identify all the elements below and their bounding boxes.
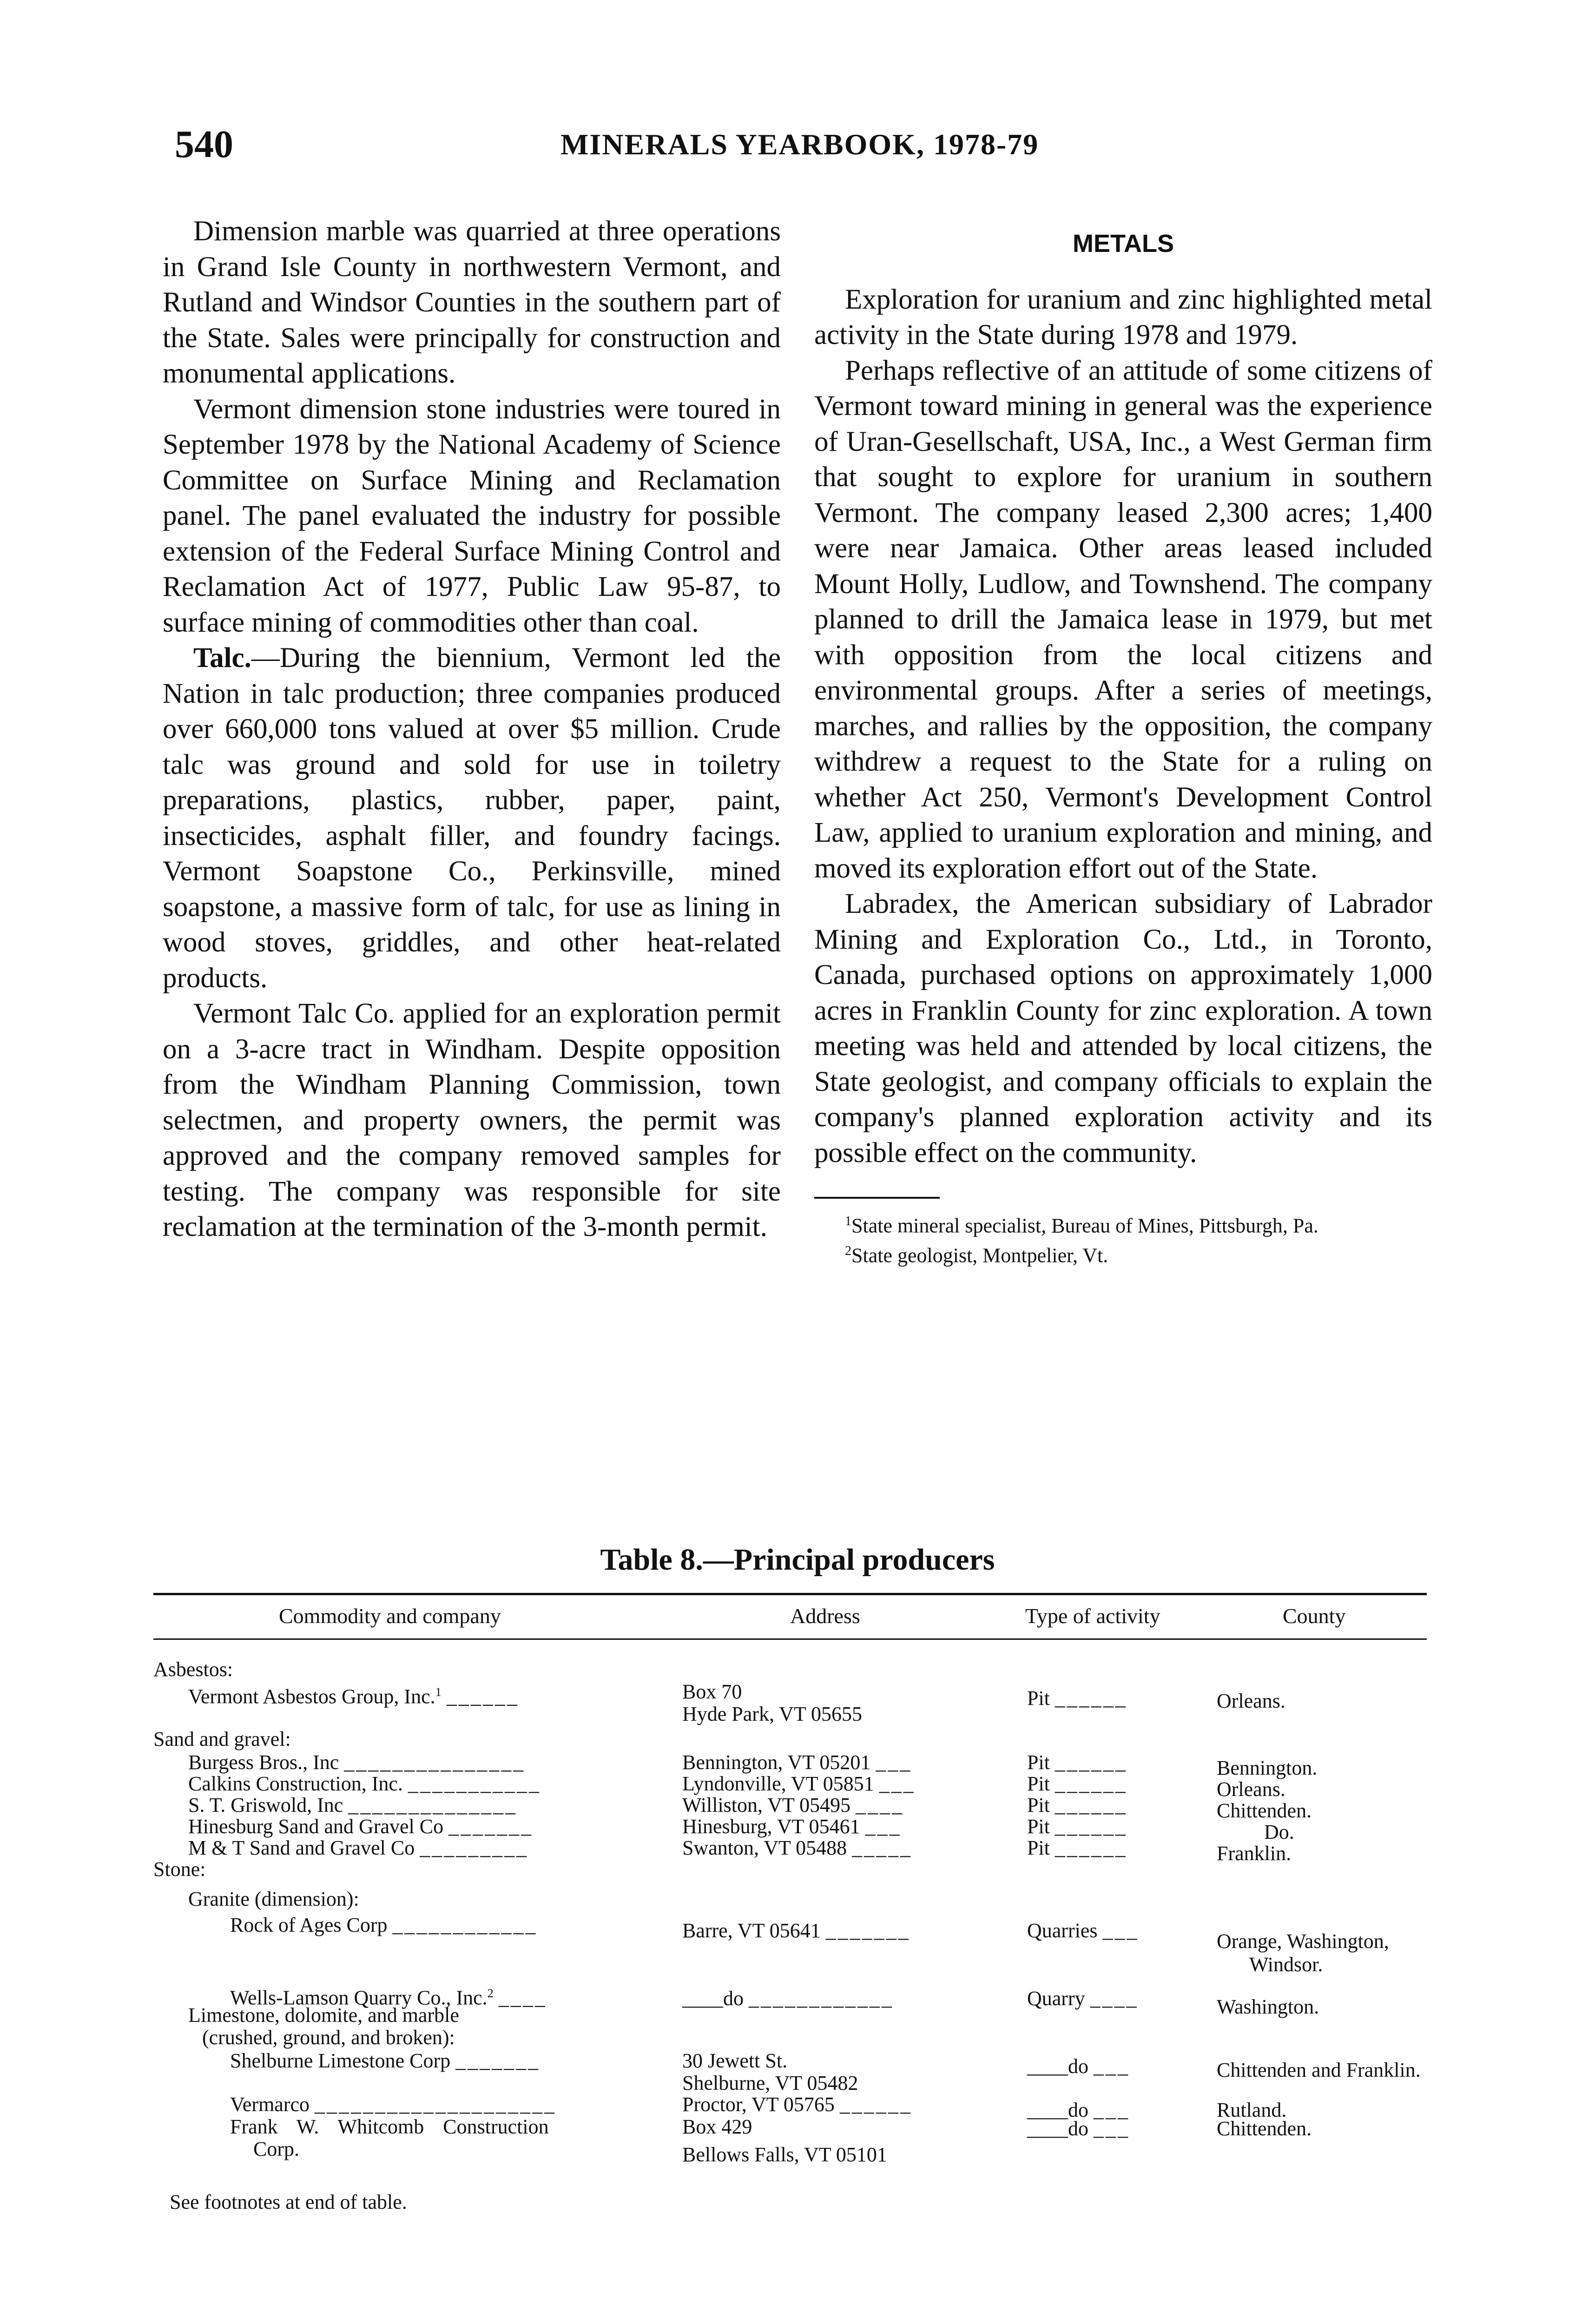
address-cell: Barre, VT 05641 _______ [682,1919,910,1942]
type-cell: Pit ______ [1027,1772,1127,1795]
leader-dots: _____ [852,1836,913,1859]
address-cell: ____do ____________ [682,1987,894,2010]
table-note: See footnotes at end of table. [170,2191,407,2213]
county-cell: Chittenden and Franklin. [1217,2059,1421,2081]
category-cell: Stone: [153,1858,206,1881]
address-cell: Hyde Park, VT 05655 [682,1703,863,1725]
address-cell: Proctor, VT 05765 ______ [682,2093,912,2116]
type-cell: ____do ___ [1027,2117,1130,2140]
leader-dots: ______ [1055,1836,1127,1859]
footnote-text: State mineral specialist, Bureau of Mines, Pittsburgh, Pa. [851,1214,1318,1237]
leader-dots: ______ [446,1685,519,1708]
leader-dots: ___ [879,1772,916,1795]
leader-dots: _______ [825,1919,910,1942]
footnote-divider [814,1197,940,1199]
leader-dots: ____________ [749,1987,894,2010]
category-cell: Asbestos: [153,1658,233,1681]
address-cell: Bennington, VT 05201 ___ [682,1751,912,1774]
footnote-mark: 1 [845,1214,851,1228]
address-cell: Hinesburg, VT 05461 ___ [682,1815,902,1838]
company-cell: Wells-Lamson Quarry Co., Inc.$^2$ ____ [230,1986,547,2009]
leader-dots: _________ [420,1836,529,1859]
leader-dots: ______ [1055,1772,1127,1795]
type-cell: Quarries ___ [1027,1919,1139,1942]
leader-dots: ___ [1094,2117,1130,2140]
type-cell: Pit ______ [1027,1815,1127,1838]
leader-dots: ___ [865,1815,902,1838]
leader-dots: ______ [1055,1794,1127,1816]
county-cell: Franklin. [1217,1842,1292,1865]
leader-dots: ____________________ [315,2093,557,2116]
address-cell: Bellows Falls, VT 05101 [682,2143,887,2166]
footnote-mark: 2 [487,1986,494,2000]
address-cell: Williston, VT 05495 ____ [682,1794,904,1816]
leader-dots: ____ [856,1794,904,1816]
leader-dots: ___________ [408,1772,541,1795]
company-cell: Calkins Construction, Inc. ___________ [188,1772,541,1795]
address-cell: Lyndonville, VT 05851 ___ [682,1772,916,1795]
company-cell: Burgess Bros., Inc _______________ [188,1751,526,1774]
type-cell: Pit ______ [1027,1751,1127,1774]
county-cell: Orange, Washington, Windsor. [1217,1930,1389,1976]
table-top-rule [153,1593,1427,1595]
company-cell: Rock of Ages Corp ____________ [230,1914,538,1936]
company-cell: Vermarco ____________________ [230,2093,557,2116]
leader-dots: ___ [1094,2099,1130,2121]
leader-dots: ______ [1055,1751,1127,1774]
leader-dots: ___ [1102,1919,1139,1942]
footnote-text: State geologist, Montpelier, Vt. [851,1244,1108,1267]
subcategory-cell: Granite (dimension): [188,1888,359,1910]
leader-dots: _______________ [344,1751,526,1774]
company-cell: Vermont Asbestos Group, Inc.$^1$ ______ [188,1685,519,1708]
paragraph: Dimension marble was quarried at three operations in Grand Isle County in northwestern Vermont, and Rutland and Windsor Counties in the southern part of the State. Sales were principally for construction and monumental applications. [163,216,781,389]
type-cell: Pit ______ [1027,1836,1127,1859]
category-cell: Sand and gravel: [153,1728,291,1750]
page-header [175,122,1430,173]
company-cell: S. T. Griswold, Inc ______________ [188,1794,518,1816]
type-cell: ____do ___ [1027,2099,1130,2121]
column-header-type: Type of activity [1025,1604,1160,1628]
footnote-mark: 1 [435,1685,442,1699]
address-cell: Shelburne, VT 05482 [682,2072,858,2094]
leader-dots: ___ [876,1751,912,1774]
paragraph: Vermont Talc Co. applied for an exploration permit on a 3-acre tract in Windham. Despite opposition from the Windham Planning Commission, town selectmen, and property owners, the permit was approved and the company removed samples for testing. The company was responsible for site reclamation at the termination of the 3-month permit. [163,998,781,1242]
paragraph: Vermont dimension stone industries were toured in September 1978 by the National Academy of Science Committee on Surface Mining and Reclamation panel. The panel evaluated the industry for possible extension of the Federal Surface Mining Control and Reclamation Act of 1977, Public Law 95-87, to surface mining of commodities other than coal. [163,393,781,638]
page-number: 540 [175,123,233,166]
table-title: Table 8.—Principal producers [600,1543,995,1577]
talc-paragraph [163,640,781,996]
run-in-heading: Talc. [193,642,251,673]
address-cell: 30 Jewett St. [682,2049,788,2072]
type-cell: Pit ______ [1027,1794,1127,1816]
leader-dots: ____________ [392,1914,538,1936]
address-cell: Swanton, VT 05488 _____ [682,1836,913,1859]
address-cell: Box 70 [682,1680,742,1703]
company-cell: Shelburne Limestone Corp _______ [230,2049,540,2072]
right-column [814,214,1432,1268]
leader-dots: _______ [455,2049,540,2072]
leader-dots: ______ [1055,1687,1127,1710]
type-cell: Pit ______ [1027,1687,1127,1710]
paragraph: Perhaps reflective of an attitude of some citizens of Vermont toward mining in general was the experience of Uran-Gesellschaft, USA, Inc., a West German firm that sought to explore for uranium in southern Vermont. The company leased 2,300 acres; 1,400 were near Jamaica. Other areas leased included Mount Holly, Ludlow, and Townshend. The company planned to drill the Jamaica lease in 1979, but met with opposition from the local citizens and environmental groups. After a series of meetings, marches, and rallies by the opposition, the company withdrew a request to the State for a ruling on whether Act 250, Vermont's Development Control Law, applied to uranium exploration and mining, and moved its exploration effort out of the State. [814,355,1432,884]
leader-dots: ______ [839,2093,912,2116]
paragraph: Exploration for uranium and zinc highlighted metal activity in the State during 1978 and 1979. [814,284,1432,350]
company-cell: Frank W. Whitcomb Construction [230,2115,549,2138]
type-cell: ____do ___ [1027,2055,1130,2078]
column-header-company: Commodity and company [279,1604,501,1628]
footnote [814,1239,1432,1268]
leader-dots: ___ [1094,2055,1130,2078]
company-cell: M & T Sand and Gravel Co _________ [188,1836,529,1859]
footnote [814,1209,1432,1239]
company-cell: Hinesburg Sand and Gravel Co _______ [188,1815,534,1838]
table-header-rule [153,1638,1427,1640]
leader-dots: ____ [1090,1987,1139,2010]
section-heading: METALS [1073,230,1174,257]
leader-dots: ____ [498,1986,547,2009]
county-cell: Chittenden. [1217,1799,1312,1822]
county-cell: Bennington. [1217,1756,1318,1779]
running-title: MINERALS YEARBOOK, 1978-79 [560,128,1039,161]
type-cell: Quarry ____ [1027,1987,1139,2010]
column-header-address: Address [790,1604,860,1628]
county-cell: Washington. [1217,1995,1319,2018]
paragraph: Labradex, the American subsidiary of Labrador Mining and Exploration Co., Ltd., in Toronto, Canada, purchased options on approximately 1,000 acres in Franklin County for zinc exploration. A town meeting was held and attended by local citizens, the State geologist, and company officials to explain the company's planned exploration activity and its possible effect on the community. [814,888,1432,1169]
county-cell: Orleans. [1217,1690,1285,1712]
county-cell: Rutland. [1217,2099,1287,2121]
leader-dots: ______________ [348,1794,518,1816]
leader-dots: ______ [1055,1815,1127,1838]
subcategory-cell: Limestone, dolomite, and marble [188,2004,459,2027]
company-cell: Corp. [253,2138,299,2160]
column-header-county: County [1283,1604,1346,1628]
county-cell: Do. [1264,1821,1294,1843]
leader-dots: _______ [448,1815,534,1838]
paragraph-text: —During the biennium, Vermont led the Nation in talc production; three companies produced over 660,000 tons valued at over $5 million. Crude talc was ground and sold for use in toiletry preparations, plastics, rubber, paper, paint, insecticides, asphalt filler, and foundry facings. Vermont Soapstone Co., Perkinsville, mined soapstone, a massive form of talc, for use as lining in wood stoves, griddles, and other heat-related products. [163,642,781,994]
address-cell: Box 429 [682,2115,752,2138]
footnote-mark: 2 [845,1243,851,1258]
left-column [163,214,781,1245]
county-cell: Chittenden. [1217,2117,1312,2140]
county-cell: Orleans. [1217,1778,1285,1801]
subcategory-cell: (crushed, ground, and broken): [202,2026,455,2049]
